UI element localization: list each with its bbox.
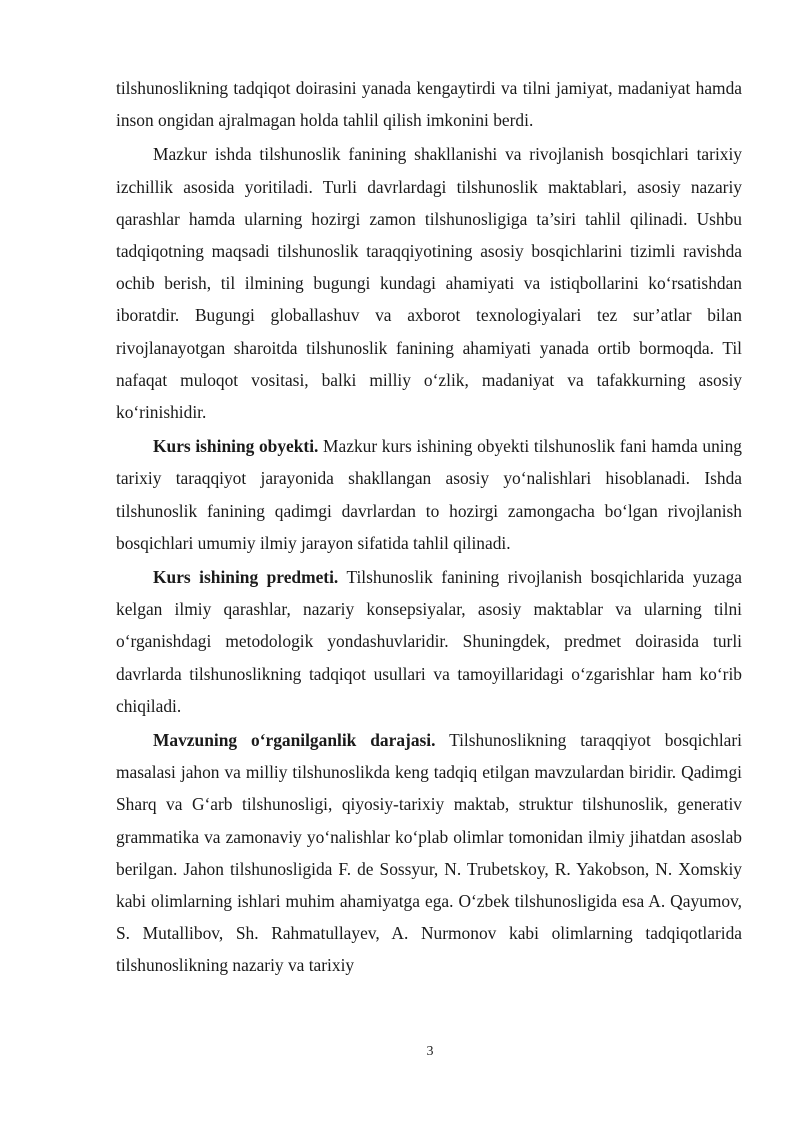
- paragraph-text: Tilshunoslik fanining rivojlanish bosqichlarida yuzaga kelgan ilmiy qarashlar, nazariy konsepsiyalar, asosiy maktablar va ularning tilni o‘rganishdagi metodologik yondashuvlaridir. Shuningdek, predmet doirasida turli davrlarda tilshunoslikning tadqiqot usullari va tamoyillaridagi o‘zgarishlar ham ko‘rib chiqiladi.: [116, 567, 743, 716]
- paragraph-text: Tilshunoslikning taraqqiyot bosqichlari masalasi jahon va milliy tilshunoslikda keng tadqiq etilgan mavzulardan biridir. Qadimgi Sharq va G‘arb tilshunosligi, qiyosiy-tarixiy maktab, struktur tilshunoslik, generativ grammatika va zamonaviy yo‘nalishlar ko‘plab olimlar tomonidan ilmiy jihatdan asoslab berilgan. Jahon tilshunosligida F. de Sossyur, N. Trubetskoy, R. Yakobson, N. Xomskiy kabi olimlarning ishlari muhim ahamiyatga ega. O‘zbek tilshunosligida esa A. Qayumov, S. Mutallibov, Sh. Rahmatullayev, A. Nurmonov kabi olimlarning tadqiqotlarida tilshunoslikning nazariy va tarixiy: [116, 730, 742, 976]
- paragraph-text: Mazkur kurs ishining obyekti tilshunoslik fani hamda uning tarixiy taraqqiyot jarayonida shakllangan asosiy yo‘nalishlari hisoblanadi. Ishda tilshunoslik fanining qadimgi davrlardan to hozirgi zamongacha bo‘lgan rivojlanish bosqichlari umumiy ilmiy jarayon sifatida tahlil qilinadi.: [116, 436, 742, 553]
- paragraph-text: tilshunoslikning tadqiqot doirasini yanada kengaytirdi va tilni jamiyat, madaniyat hamda inson ongidan ajralmagan holda tahlil qilish imkonini berdi.: [116, 78, 742, 131]
- paragraph-text: Mazkur ishda tilshunoslik fanining shakllanishi va rivojlanish bosqichlari tarixiy izchillik asosida yoritiladi. Turli davrlardagi tilshunoslik maktablari, asosiy nazariy qarashlar hamda ularning hozirgi zamon tilshunosligiga ta’siri tahlil qilinadi. Ushbu tadqiqotning maqsadi tilshunoslik taraqqiyotining asosiy bosqichlarini tizimli ravishda ochib berish, til ilmining bugungi kundagi ahamiyati va istiqbollarini ko‘rsatishdan iboratdir. Bugungi globallashuv va axborot texnologiyalari tez sur’atlar bilan rivojlanayotgan sharoitda tilshunoslik fanining ahamiyati yanada ortib bormoqda. Til nafaqat muloqot vositasi, balki milliy o‘zlik, madaniyat va tafakkurning asosiy ko‘rinishidir.: [116, 144, 742, 423]
- paragraph-heading: Kurs ishining predmeti.: [153, 567, 339, 588]
- paragraph-object: [116, 430, 742, 559]
- page-number: 3: [426, 1044, 434, 1059]
- paragraph-subject: [116, 561, 742, 722]
- paragraph-research-degree: [116, 724, 742, 982]
- paragraph-heading: Mavzuning o‘rganilganlik darajasi.: [153, 730, 436, 751]
- paragraph-introduction: [116, 138, 742, 428]
- paragraph-heading: Kurs ishining obyekti.: [153, 436, 319, 457]
- paragraph-continuation: [116, 72, 742, 136]
- body-text: [116, 72, 742, 984]
